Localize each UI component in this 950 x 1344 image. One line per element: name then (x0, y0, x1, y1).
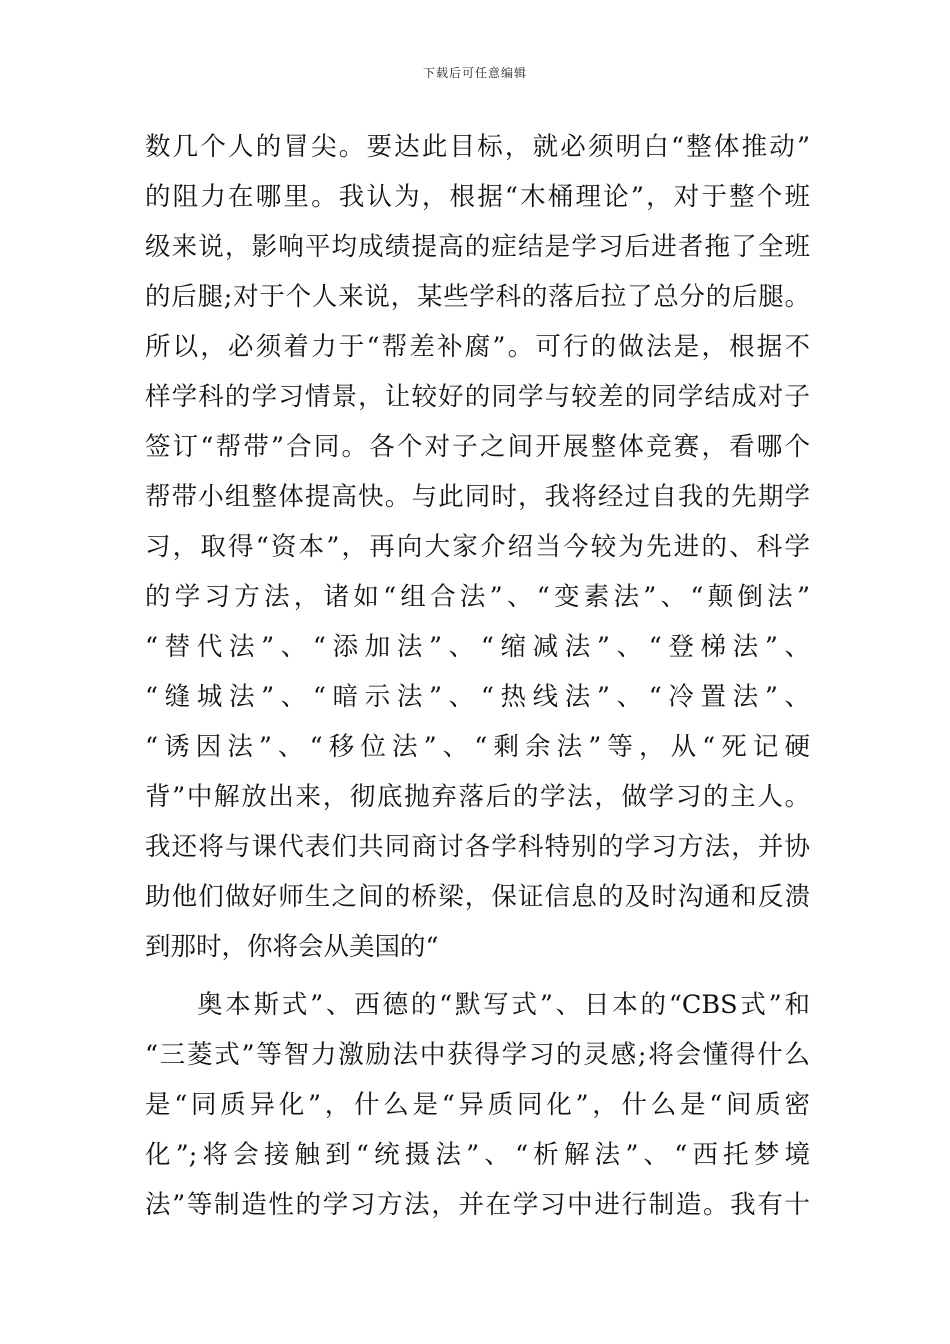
text-line: 助他们做好师生之间的桥梁，保证信息的及时沟通和反溃 (145, 882, 810, 912)
text-line: 法”等制造性的学习方法，并在学习中进行制造。我有十 (145, 1190, 810, 1220)
text-line: 是“同质异化”，什么是“异质同化”，什么是“间质密 (145, 1090, 810, 1120)
text-line: 习，取得“资本”，再向大家介绍当今较为先进的、科学 (145, 532, 810, 562)
text-line: 的阻力在哪里。我认为，根据“木桶理论”，对于整个班 (145, 182, 810, 212)
text-line: 级来说，影响平均成绩提高的症结是学习后进者拖了全班 (145, 232, 810, 262)
paragraph-2 (145, 980, 810, 1230)
text-line: 背”中解放出来，彻底抛弃落后的学法，做学习的主人。 (145, 782, 810, 812)
text-line: “诱因法”、“移位法”、“剩余法”等，从“死记硬 (145, 732, 810, 762)
text-line: 签订“帮带”合同。各个对子之间开展整体竞赛，看哪个 (145, 432, 810, 462)
paragraph-1 (145, 122, 810, 972)
text-line: “缝城法”、“暗示法”、“热线法”、“冷置法”、 (145, 682, 810, 712)
text-line: 到那时，你将会从美国的“ (145, 932, 439, 962)
text-line: 的后腿;对于个人来说，某些学科的落后拉了总分的后腿。 (145, 282, 810, 312)
text-line: 数几个人的冒尖。要达此目标，就必须明白“整体推动” (145, 132, 810, 162)
text-line: “三菱式”等智力激励法中获得学习的灵感;将会懂得什么 (145, 1040, 810, 1070)
text-line: 化”;将会接触到“统摄法”、“析解法”、“西托梦境 (145, 1140, 810, 1170)
text-line: 我还将与课代表们共同商讨各学科特别的学习方法，并协 (145, 832, 810, 862)
text-line: 帮带小组整体提高快。与此同时，我将经过自我的先期学 (145, 482, 810, 512)
text-line: 奥本斯式”、西德的“默写式”、日本的“CBS式”和 (197, 990, 810, 1020)
text-line: 的学习方法，诸如“组合法”、“变素法”、“颠倒法” (145, 582, 810, 612)
text-line: 所以，必须着力于“帮差补腐”。可行的做法是，根据不 (145, 332, 810, 362)
text-line: 样学科的学习情景，让较好的同学与较差的同学结成对子 (145, 382, 810, 412)
page-header: 下载后可任意编辑 (422, 66, 527, 80)
text-line: “替代法”、“添加法”、“缩减法”、“登梯法”、 (145, 632, 810, 662)
document-body (145, 122, 810, 1230)
